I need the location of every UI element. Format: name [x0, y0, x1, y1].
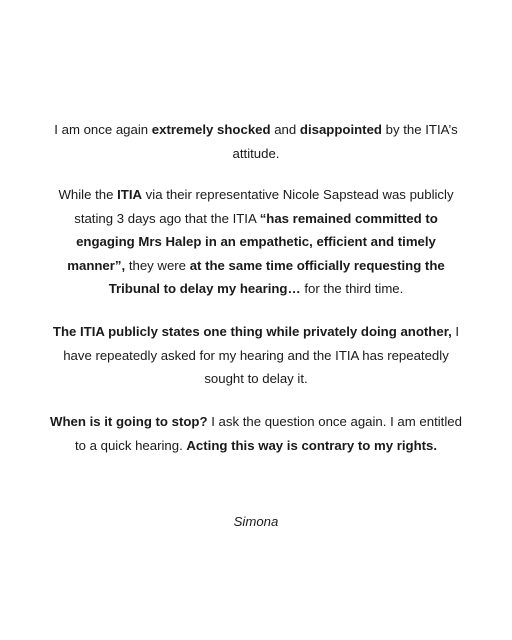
text-segment: for the third time. — [300, 281, 404, 296]
text-segment: they were — [125, 257, 190, 273]
paragraph-4 — [50, 410, 462, 457]
bold-text-segment: Acting this way is contrary to my rights. — [186, 437, 438, 453]
bold-text-segment: at the same time officially requesting the Tribunal to delay my hearing… — [108, 257, 445, 296]
bold-text-segment: ITIA — [117, 187, 143, 202]
text-segment: I have repeatedly asked for my hearing and the ITIA has repeatedly sought to delay it. — [63, 324, 460, 386]
bold-text-segment: disappointed — [299, 122, 382, 137]
text-segment: I am once again — [54, 122, 152, 137]
text-segment: via their representative Nicole Sapstead was publicly stating 3 days ago that the ITIA — [74, 187, 454, 226]
paragraph-2 — [50, 183, 462, 301]
paragraph-3 — [50, 320, 462, 391]
bold-text-segment: The ITIA publicly states one thing while privately doing another, — [52, 324, 452, 339]
paragraph-1 — [50, 118, 462, 165]
text-segment: and — [270, 122, 300, 137]
text-segment: by the ITIA’s attitude. — [232, 122, 458, 161]
bold-text-segment: extremely shocked — [151, 122, 271, 137]
signature: Simona — [233, 514, 279, 529]
bold-text-segment: When is it going to stop? — [50, 414, 208, 429]
text-segment: While the — [58, 187, 118, 202]
text-segment: I ask the question once again. I am entitled to a quick hearing. — [74, 414, 462, 453]
bold-text-segment: “has remained committed to engaging Mrs Halep in an empathetic, efficient and timely manner”, — [67, 210, 438, 273]
